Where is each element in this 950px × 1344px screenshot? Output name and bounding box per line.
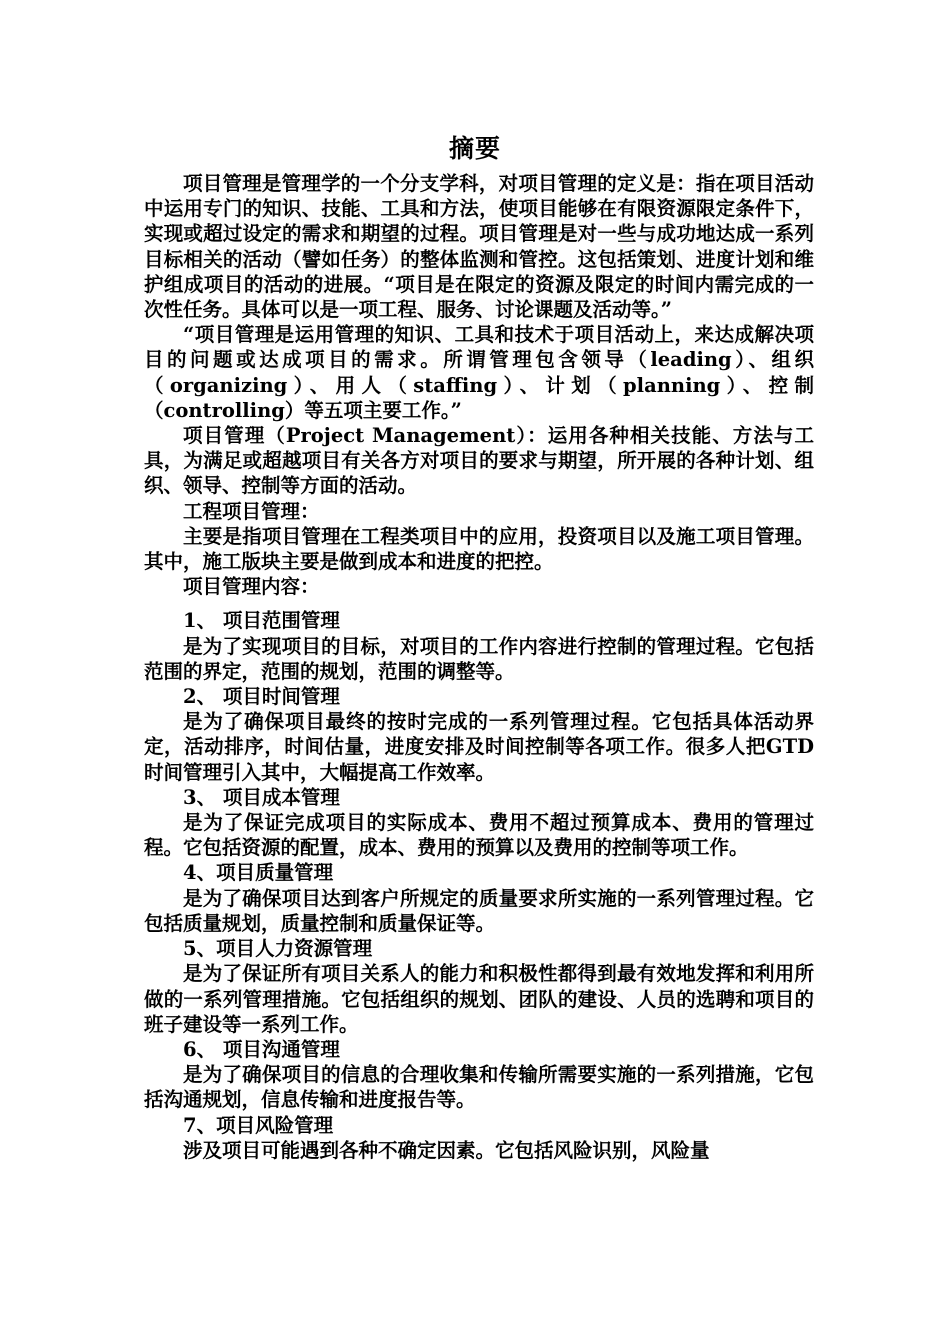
heading-pm-content: 项目管理内容： [183, 575, 320, 599]
heading-engineering-pm: 工程项目管理： [183, 499, 320, 523]
paragraph-cost-management: 是为了保证完成项目的实际成本、费用不超过预算成本、费用的管理过程。它包括资源的配置，成本、费用的预算以及费用的控制等项工作。 [144, 811, 814, 860]
document-body [144, 171, 814, 1163]
paragraph-quality-management: 是为了确保项目达到客户所规定的质量要求所实施的一系列管理过程。它包括质量规划，质量控制和质量保证等。 [144, 886, 814, 935]
heading-time-management: 2、 项目时间管理 [183, 685, 340, 709]
page-title: 摘要 [448, 134, 501, 163]
heading-scope-management: 1、 项目范围管理 [183, 609, 340, 633]
heading-hr-management: 5、项目人力资源管理 [183, 937, 373, 961]
paragraph-engineering-pm: 主要是指项目管理在工程类项目中的应用，投资项目以及施工项目管理。其中，施工版块主要是做到成本和进度的把控。 [144, 524, 814, 574]
paragraph-project-management: 项目管理（Project Management）：运用各种相关技能、方法与工具，为满足或超越项目有关各方对项目的要求与期望，所开展的各种计划、组织、领导、控制等方面的活动。 [144, 424, 814, 498]
paragraph-scope-management: 是为了实现项目的目标，对项目的工作内容进行控制的管理过程。它包括范围的界定，范围的规划，范围的调整等。 [144, 634, 814, 683]
paragraph-risk-management: 涉及项目可能遇到各种不确定因素。它包括风险识别，风险量 [183, 1138, 710, 1162]
paragraph-time-management: 是为了确保项目最终的按时完成的一系列管理过程。它包括具体活动界定，活动排序，时间估量，进度安排及时间控制等各项工作。很多人把GTD时间管理引入其中，大幅提高工作效率。 [144, 710, 814, 784]
paragraph-quote: “项目管理是运用管理的知识、工具和技术于项目活动上，来达成解决项目的问题或达成项目的需求。所谓管理包含领导（leading）、组织（organizing）、用人（staffing）、计划（planning）、控制（controlling）等五项主要工作。” [144, 323, 814, 422]
heading-cost-management: 3、 项目成本管理 [183, 785, 340, 809]
heading-quality-management: 4、项目质量管理 [183, 861, 334, 885]
paragraph-communication-management: 是为了确保项目的信息的合理收集和传输所需要实施的一系列措施，它包括沟通规划，信息传输和进度报告等。 [144, 1063, 814, 1112]
heading-risk-management: 7、项目风险管理 [183, 1113, 334, 1137]
heading-communication-management: 6、 项目沟通管理 [183, 1037, 340, 1061]
paragraph-hr-management: 是为了保证所有项目关系人的能力和积极性都得到最有效地发挥和利用所做的一系列管理措施。它包括组织的规划、团队的建设、人员的选聘和项目的班子建设等一系列工作。 [144, 962, 814, 1036]
paragraph-definition: 项目管理是管理学的一个分支学科，对项目管理的定义是：指在项目活动中运用专门的知识、技能、工具和方法，使项目能够在有限资源限定条件下，实现或超过设定的需求和期望的过程。项目管理是对一些与成功地达成一系列目标相关的活动（譬如任务）的整体监测和管控。这包括策划、进度计划和维护组成项目的活动的进展。“项目是在限定的资源及限定的时间内需完成的一次性任务。具体可以是一项工程、服务、讨论课题及活动等。” [144, 172, 814, 322]
